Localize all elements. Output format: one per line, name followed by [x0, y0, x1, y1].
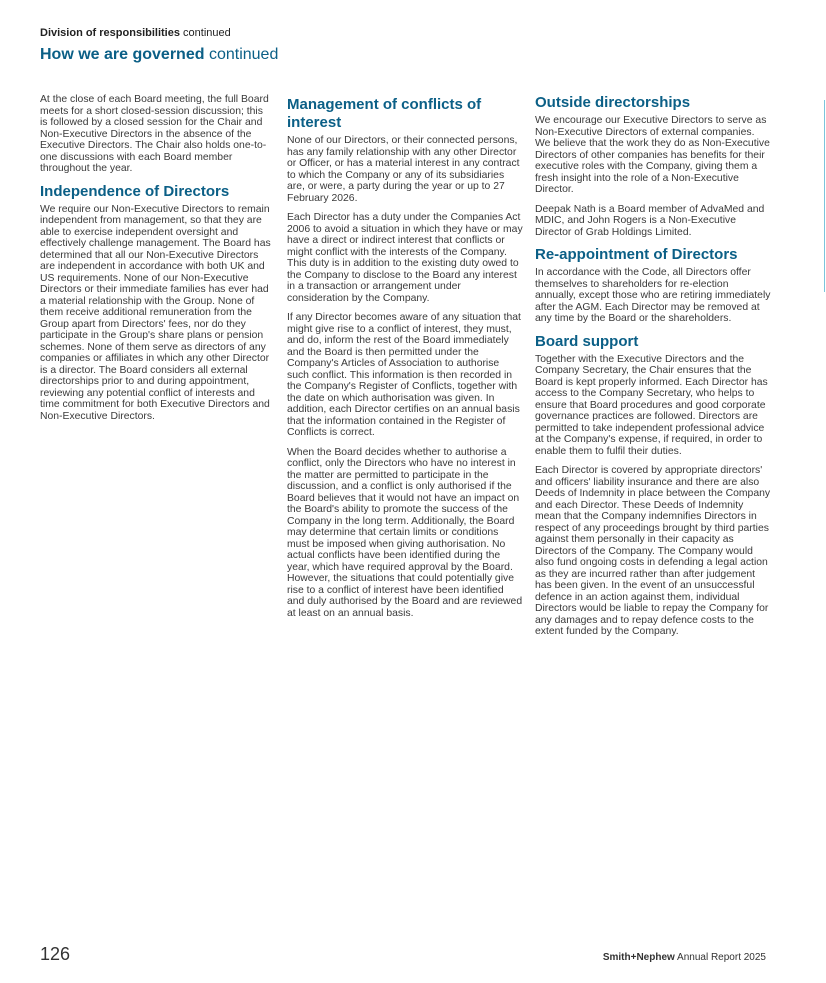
title-bold: How we are governed	[40, 46, 205, 63]
page-number: 126	[40, 944, 71, 964]
closed-session-paragraph: At the close of each Board meeting, the full Board meets for a short closed-session discussion; this is followed by a closed session for the Chair and Non-Executive Directors in the absence of the Executive Directors. The Chair also holds one-to-one discussions with each Board member throughout the year.	[40, 94, 269, 174]
conflicts-paragraph-1: None of our Directors, or their connected persons, has any family relationship with any other Director or Officer, or has a material interest in any contract to which the Company or any of its subsidiaries are, or were, a party during the year or up to 27 February 2026.	[287, 135, 520, 204]
reappointment-heading: Re-appointment of Directors	[535, 246, 738, 263]
reappointment-paragraph: In accordance with the Code, all Directors offer themselves to shareholders for re-election annually, except those who are retiring immediately after the AGM. Each Director may be removed at any time by the Board or the shareholders.	[535, 267, 771, 324]
outside-directorships-heading: Outside directorships	[535, 94, 691, 111]
outside-directorships-paragraph-1: We encourage our Executive Directors to serve as Non-Executive Directors of external companies. We believe that the work they do as Non-Executive Directors of other companies has benefits for their executive roles with the Company, giving them a fresh insight into the role of a Non-Executive Director.	[535, 115, 770, 195]
column-right	[535, 94, 771, 646]
section-side-rule	[824, 100, 825, 292]
board-support-heading: Board support	[535, 332, 639, 350]
board-support-paragraph-2: Each Director is covered by appropriate directors' and officers' liability insurance and there are also Deeds of Indemnity in place between the Company and each Director. These Deeds of Indemnity mean that the Company indemnifies Directors in respect of any proceedings brought by third parties against them personally in their capacity as Directors of the Company. The Company would also fund ongoing costs in defending a legal action as they are incurred rather than after judgement has been given. In the event of an unsuccessful defence in an action against them, individual Directors would be liable to repay the Company for any damages and to repay defence costs to the extent funded by the Company.	[535, 465, 771, 637]
section-kicker	[40, 27, 231, 39]
brand-name: Smith+Nephew	[602, 952, 675, 963]
column-middle	[287, 94, 523, 627]
kicker-rest: continued	[179, 27, 231, 39]
conflicts-paragraph-4: When the Board decides whether to authorise a conflict, only the Directors who have no interest in the matter are permitted to participate in the discussion, and a conflict is only authorised if the Board believes that it would not have an impact on the Board's ability to promote the success of the Company in the long term. Additionally, the Board may determine that certain limits or conditions must be imposed when giving authorisation. No actual conflicts have been identified during the year, which have required approval by the Board. However, the situations that could potentially give rise to a conflict of interest have been identified and duly authorised by the Board and are reviewed at least on an annual basis.	[287, 446, 523, 619]
conflicts-heading: Management of conflicts of interest	[287, 96, 482, 131]
report-name: Annual Report 2025	[674, 952, 766, 963]
independence-heading: Independence of Directors	[40, 182, 230, 200]
outside-directorships-paragraph-2: Deepak Nath is a Board member of AdvaMed and MDIC, and John Rogers is a Non-Executive Director of Grab Holdings Limited.	[535, 203, 765, 238]
column-left	[40, 94, 272, 430]
kicker-bold: Division of responsibilities	[40, 27, 180, 39]
page-title	[40, 46, 278, 64]
independence-paragraph: We require our Non-Executive Directors to remain independent from management, so that they are able to exercise independent oversight and effectively challenge management. The Board has determined that all our Non-Executive Directors are independent in accordance with both UK and US requirements. None of our Non-Executive Directors or their immediate families has ever had a material relationship with the Group. None of them receive additional remuneration from the Group apart from Directors' fees, nor do they participate in the Group's share plans or pension schemes. None of them serve as directors of any companies or affiliates in which any other Director is a director. The Board considers all external directorships prior to and during appointment, reviewing any potential conflict of interests and time commitment for both Executive Directors and Non-Executive Directors.	[40, 203, 271, 422]
conflicts-paragraph-3: If any Director becomes aware of any situation that might give rise to a conflict of interest, they must, and do, inform the rest of the Board immediately and the Board is then permitted under the Company's Articles of Association to authorise such conflict. This information is then recorded in the Company's Register of Conflicts, together with the date on which authorisation was given. In addition, each Director certifies on an annual basis that the information contained in the Register of Conflicts is correct.	[287, 312, 521, 438]
conflicts-paragraph-2: Each Director has a duty under the Companies Act 2006 to avoid a situation in which they have or may have a direct or indirect interest that conflicts or might conflict with the interests of the Company. This duty is in addition to the existing duty owed to the Company to disclose to the Board any interest in a transaction or arrangement under consideration by the Company.	[287, 212, 523, 304]
footer-credit	[603, 952, 766, 963]
board-support-paragraph-1: Together with the Executive Directors and the Company Secretary, the Chair ensures that the Board is kept properly informed. Each Director has access to the Company Secretary, who helps to ensure that Board procedures and good corporate governance practices are followed. Directors are permitted to take independent professional advice at the Company's expense, if required, in order to enable them to fulfil their duties.	[535, 353, 768, 457]
title-rest: continued	[204, 46, 279, 63]
